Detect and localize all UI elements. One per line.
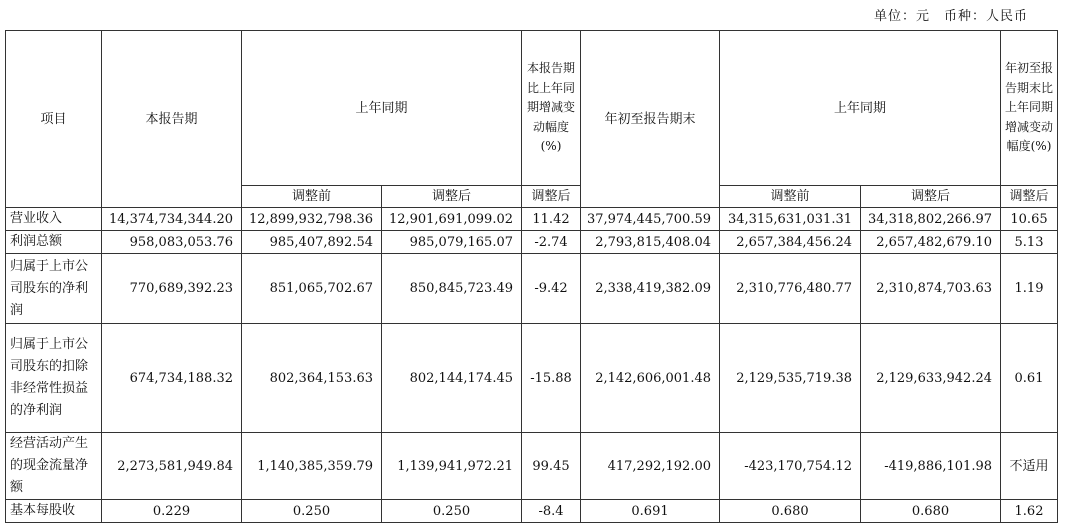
cell-change-ytd: 不适用 (1001, 433, 1058, 500)
cell-change-ytd: 10.65 (1001, 208, 1058, 231)
cell-change-ytd: 0.61 (1001, 324, 1058, 433)
cell-current: 14,374,734,344.20 (102, 208, 242, 231)
cell-prior-before: 851,065,702.67 (242, 254, 382, 324)
cell-prior-before: 985,407,892.54 (242, 231, 382, 254)
cell-prior-ytd-after: 0.680 (861, 500, 1001, 523)
cell-ytd: 417,292,192.00 (581, 433, 720, 500)
cell-ytd: 2,338,419,382.09 (581, 254, 720, 324)
cell-prior-ytd-after: -419,886,101.98 (861, 433, 1001, 500)
cell-change-ytd: 1.62 (1001, 500, 1058, 523)
cell-change: 11.42 (522, 208, 581, 231)
row-item-label: 营业收入 (6, 208, 102, 231)
cell-ytd: 2,793,815,408.04 (581, 231, 720, 254)
row-item-label: 归属于上市公司股东的扣除非经常性损益的净利润 (6, 324, 102, 433)
cell-current: 0.229 (102, 500, 242, 523)
header-prior-period: 上年同期 (242, 31, 522, 186)
cell-prior-ytd-before: -423,170,754.12 (720, 433, 861, 500)
cell-prior-before: 12,899,932,798.36 (242, 208, 382, 231)
cell-current: 770,689,392.23 (102, 254, 242, 324)
header-change-current: 本报告期比上年同期增减变动幅度(%) (522, 31, 581, 186)
cell-ytd: 2,142,606,001.48 (581, 324, 720, 433)
cell-ytd: 0.691 (581, 500, 720, 523)
table-row (6, 324, 1058, 433)
cell-prior-ytd-after: 2,129,633,942.24 (861, 324, 1001, 433)
table-row (6, 500, 1058, 523)
cell-prior-ytd-before: 34,315,631,031.31 (720, 208, 861, 231)
cell-prior-before: 1,140,385,359.79 (242, 433, 382, 500)
table-row (6, 231, 1058, 254)
cell-prior-ytd-after: 2,657,482,679.10 (861, 231, 1001, 254)
cell-prior-before: 0.250 (242, 500, 382, 523)
row-item-label: 归属于上市公司股东的净利润 (6, 254, 102, 324)
header-prior-ytd: 上年同期 (720, 31, 1001, 186)
header-current-period: 本报告期 (102, 31, 242, 208)
header-before-adjustment-ytd: 调整前 (720, 186, 861, 208)
cell-change: 99.45 (522, 433, 581, 500)
unit-currency-note: 单位：元 币种：人民币 (873, 9, 1028, 24)
cell-prior-ytd-after: 2,310,874,703.63 (861, 254, 1001, 324)
cell-change: -15.88 (522, 324, 581, 433)
table-row (6, 433, 1058, 500)
table-row (6, 208, 1058, 231)
header-after-adjustment: 调整后 (382, 186, 522, 208)
cell-prior-ytd-before: 2,657,384,456.24 (720, 231, 861, 254)
cell-prior-after: 985,079,165.07 (382, 231, 522, 254)
cell-prior-after: 1,139,941,972.21 (382, 433, 522, 500)
header-after-adjustment-change-ytd: 调整后 (1001, 186, 1058, 208)
cell-change-ytd: 1.19 (1001, 254, 1058, 324)
cell-prior-ytd-after: 34,318,802,266.97 (861, 208, 1001, 231)
cell-change-ytd: 5.13 (1001, 231, 1058, 254)
row-item-label: 经营活动产生的现金流量净额 (6, 433, 102, 500)
cell-ytd: 37,974,445,700.59 (581, 208, 720, 231)
header-after-adjustment-change: 调整后 (522, 186, 581, 208)
cell-prior-ytd-before: 2,310,776,480.77 (720, 254, 861, 324)
cell-prior-after: 12,901,691,099.02 (382, 208, 522, 231)
table-row (6, 254, 1058, 324)
cell-change: -2.74 (522, 231, 581, 254)
cell-current: 2,273,581,949.84 (102, 433, 242, 500)
cell-change: -9.42 (522, 254, 581, 324)
cell-prior-after: 802,144,174.45 (382, 324, 522, 433)
row-item-label: 基本每股收 (6, 500, 102, 523)
header-before-adjustment: 调整前 (242, 186, 382, 208)
cell-change: -8.4 (522, 500, 581, 523)
financial-data-table (5, 30, 1058, 523)
cell-prior-before: 802,364,153.63 (242, 324, 382, 433)
cell-current: 674,734,188.32 (102, 324, 242, 433)
header-after-adjustment-ytd: 调整后 (861, 186, 1001, 208)
cell-prior-after: 850,845,723.49 (382, 254, 522, 324)
header-ytd: 年初至报告期末 (581, 31, 720, 208)
row-item-label: 利润总额 (6, 231, 102, 254)
cell-prior-ytd-before: 2,129,535,719.38 (720, 324, 861, 433)
cell-prior-after: 0.250 (382, 500, 522, 523)
cell-current: 958,083,053.76 (102, 231, 242, 254)
header-item: 项目 (6, 31, 102, 208)
cell-prior-ytd-before: 0.680 (720, 500, 861, 523)
header-change-ytd: 年初至报告期末比上年同期增减变动幅度(%) (1001, 31, 1058, 186)
